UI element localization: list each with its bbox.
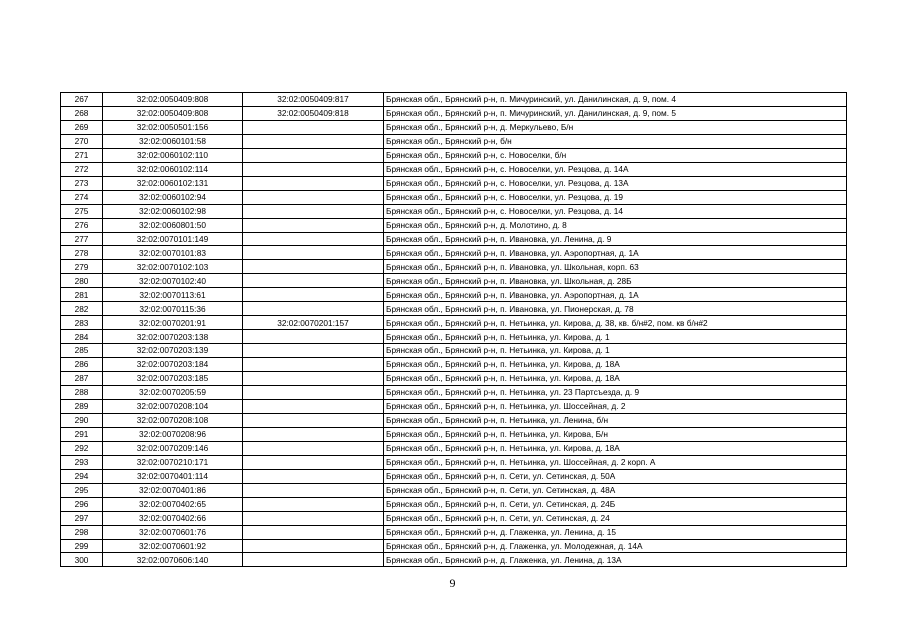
room-cadastral-number-cell [243,148,384,162]
table-row [61,274,847,288]
row-number-cell: 281 [61,288,103,302]
cadastral-number-cell: 32:02:0070203:184 [103,358,243,372]
table-row [61,427,847,441]
address-cell: Брянская обл., Брянский р-н, п. Нетьинка, ул. 23 Партсъезда, д. 9 [384,386,847,400]
table-row [61,120,847,134]
table-row [61,413,847,427]
row-number-cell: 288 [61,386,103,400]
address-cell: Брянская обл., Брянский р-н, п. Мичуринский, ул. Данилинская, д. 9, пом. 5 [384,106,847,120]
table-row [61,260,847,274]
address-cell: Брянская обл., Брянский р-н, п. Сети, ул. Сетинская, д. 24 [384,511,847,525]
address-cell: Брянская обл., Брянский р-н, с. Новоселки, ул. Резцова, д. 13А [384,176,847,190]
row-number-cell: 295 [61,483,103,497]
room-cadastral-number-cell [243,162,384,176]
cadastral-number-cell: 32:02:0070205:59 [103,386,243,400]
room-cadastral-number-cell [243,386,384,400]
cadastral-number-cell: 32:02:0060102:94 [103,190,243,204]
cadastral-number-cell: 32:02:0060102:110 [103,148,243,162]
room-cadastral-number-cell [243,441,384,455]
cadastral-number-cell: 32:02:0070102:40 [103,274,243,288]
address-cell: Брянская обл., Брянский р-н, п. Ивановка, ул. Пионерская, д. 78 [384,302,847,316]
room-cadastral-number-cell [243,288,384,302]
table-row [61,511,847,525]
cadastral-number-cell: 32:02:0070203:138 [103,330,243,344]
room-cadastral-number-cell [243,120,384,134]
row-number-cell: 283 [61,316,103,330]
address-cell: Брянская обл., Брянский р-н, п. Нетьинка, ул. Кирова, д. 1 [384,344,847,358]
cadastral-number-cell: 32:02:0070601:92 [103,539,243,553]
cadastral-number-cell: 32:02:0070115:36 [103,302,243,316]
table-row [61,372,847,386]
room-cadastral-number-cell [243,511,384,525]
address-cell: Брянская обл., Брянский р-н, с. Новоселки, ул. Резцова, д. 19 [384,190,847,204]
row-number-cell: 284 [61,330,103,344]
address-cell: Брянская обл., Брянский р-н, п. Нетьинка, ул. Кирова, д. 38, кв. б/н#2, пом. кв б/н#2 [384,316,847,330]
row-number-cell: 290 [61,413,103,427]
row-number-cell: 297 [61,511,103,525]
row-number-cell: 296 [61,497,103,511]
table-row [61,386,847,400]
room-cadastral-number-cell [243,455,384,469]
address-cell: Брянская обл., Брянский р-н, д. Молотино, д. 8 [384,218,847,232]
address-cell: Брянская обл., Брянский р-н, п. Нетьинка, ул. Кирова, Б/н [384,427,847,441]
cadastral-number-cell: 32:02:0050409:808 [103,93,243,107]
address-cell: Брянская обл., Брянский р-н, д. Меркульево, Б/н [384,120,847,134]
table-row [61,539,847,553]
address-cell: Брянская обл., Брянский р-н, п. Нетьинка, ул. Шоссейная, д. 2 корп. А [384,455,847,469]
table-row [61,232,847,246]
table-row [61,246,847,260]
address-cell: Брянская обл., Брянский р-н, д. Глаженка, ул. Ленина, д. 13А [384,553,847,567]
table-row [61,358,847,372]
room-cadastral-number-cell [243,176,384,190]
room-cadastral-number-cell [243,344,384,358]
address-cell: Брянская обл., Брянский р-н, п. Нетьинка, ул. Кирова, д. 1 [384,330,847,344]
room-cadastral-number-cell [243,539,384,553]
address-cell: Брянская обл., Брянский р-н, с. Новоселки, ул. Резцова, д. 14 [384,204,847,218]
table-row [61,190,847,204]
table-row [61,162,847,176]
row-number-cell: 286 [61,358,103,372]
room-cadastral-number-cell [243,413,384,427]
cadastral-number-cell: 32:02:0070402:66 [103,511,243,525]
address-cell: Брянская обл., Брянский р-н, д. Глаженка, ул. Молодежная, д. 14А [384,539,847,553]
address-cell: Брянская обл., Брянский р-н, п. Нетьинка, ул. Шоссейная, д. 2 [384,399,847,413]
row-number-cell: 272 [61,162,103,176]
row-number-cell: 300 [61,553,103,567]
address-cell: Брянская обл., Брянский р-н, п. Ивановка, ул. Аэропортная, д. 1А [384,246,847,260]
cadastral-number-cell: 32:02:0070401:114 [103,469,243,483]
table-row [61,469,847,483]
cadastral-number-cell: 32:02:0070101:149 [103,232,243,246]
cadastral-number-cell: 32:02:0070401:86 [103,483,243,497]
address-cell: Брянская обл., Брянский р-н, п. Нетьинка, ул. Кирова, д. 18А [384,358,847,372]
cadastral-number-cell: 32:02:0070203:185 [103,372,243,386]
row-number-cell: 276 [61,218,103,232]
registry-table [60,92,847,567]
cadastral-number-cell: 32:02:0070210:171 [103,455,243,469]
address-cell: Брянская обл., Брянский р-н, п. Ивановка, ул. Школьная, корп. 63 [384,260,847,274]
room-cadastral-number-cell: 32:02:0050409:818 [243,106,384,120]
row-number-cell: 269 [61,120,103,134]
room-cadastral-number-cell [243,218,384,232]
cadastral-number-cell: 32:02:0070102:103 [103,260,243,274]
row-number-cell: 278 [61,246,103,260]
table-row [61,553,847,567]
table-row [61,288,847,302]
table-row [61,134,847,148]
row-number-cell: 285 [61,344,103,358]
table-row [61,483,847,497]
table-row [61,441,847,455]
room-cadastral-number-cell: 32:02:0070201:157 [243,316,384,330]
row-number-cell: 298 [61,525,103,539]
room-cadastral-number-cell [243,204,384,218]
room-cadastral-number-cell [243,525,384,539]
cadastral-number-cell: 32:02:0070209:146 [103,441,243,455]
table-row [61,204,847,218]
row-number-cell: 268 [61,106,103,120]
address-cell: Брянская обл., Брянский р-н, п. Ивановка, ул. Школьная, д. 28Б [384,274,847,288]
cadastral-number-cell: 32:02:0070203:139 [103,344,243,358]
page-number: 9 [449,576,456,590]
table-row [61,106,847,120]
room-cadastral-number-cell [243,302,384,316]
row-number-cell: 277 [61,232,103,246]
table-row [61,399,847,413]
cadastral-number-cell: 32:02:0060102:131 [103,176,243,190]
row-number-cell: 271 [61,148,103,162]
row-number-cell: 267 [61,93,103,107]
table-row [61,218,847,232]
row-number-cell: 294 [61,469,103,483]
cadastral-number-cell: 32:02:0060801:50 [103,218,243,232]
cadastral-number-cell: 32:02:0050501:156 [103,120,243,134]
table-row [61,316,847,330]
table-row [61,525,847,539]
address-cell: Брянская обл., Брянский р-н, п. Ивановка, ул. Аэропортная, д. 1А [384,288,847,302]
room-cadastral-number-cell [243,330,384,344]
row-number-cell: 292 [61,441,103,455]
room-cadastral-number-cell [243,372,384,386]
cadastral-number-cell: 32:02:0070208:96 [103,427,243,441]
cadastral-number-cell: 32:02:0060101:58 [103,134,243,148]
room-cadastral-number-cell [243,134,384,148]
table-row [61,344,847,358]
address-cell: Брянская обл., Брянский р-н, п. Нетьинка, ул. Кирова, д. 18А [384,372,847,386]
address-cell: Брянская обл., Брянский р-н, п. Нетьинка, ул. Ленина, б/н [384,413,847,427]
cadastral-number-cell: 32:02:0070601:76 [103,525,243,539]
registry-table-body [61,93,847,567]
room-cadastral-number-cell [243,399,384,413]
address-cell: Брянская обл., Брянский р-н, п. Ивановка, ул. Ленина, д. 9 [384,232,847,246]
address-cell: Брянская обл., Брянский р-н, п. Нетьинка, ул. Кирова, д. 18А [384,441,847,455]
room-cadastral-number-cell [243,497,384,511]
table-row [61,176,847,190]
room-cadastral-number-cell [243,553,384,567]
room-cadastral-number-cell: 32:02:0050409:817 [243,93,384,107]
address-cell: Брянская обл., Брянский р-н, б/н [384,134,847,148]
address-cell: Брянская обл., Брянский р-н, с. Новоселки, б/н [384,148,847,162]
table-row [61,302,847,316]
row-number-cell: 274 [61,190,103,204]
room-cadastral-number-cell [243,246,384,260]
room-cadastral-number-cell [243,232,384,246]
room-cadastral-number-cell [243,469,384,483]
cadastral-number-cell: 32:02:0060102:114 [103,162,243,176]
address-cell: Брянская обл., Брянский р-н, с. Новоселки, ул. Резцова, д. 14А [384,162,847,176]
row-number-cell: 287 [61,372,103,386]
row-number-cell: 280 [61,274,103,288]
cadastral-number-cell: 32:02:0070201:91 [103,316,243,330]
address-cell: Брянская обл., Брянский р-н, п. Сети, ул. Сетинская, д. 50А [384,469,847,483]
table-row [61,148,847,162]
cadastral-number-cell: 32:02:0060102:98 [103,204,243,218]
room-cadastral-number-cell [243,358,384,372]
room-cadastral-number-cell [243,274,384,288]
row-number-cell: 299 [61,539,103,553]
address-cell: Брянская обл., Брянский р-н, п. Мичуринский, ул. Данилинская, д. 9, пом. 4 [384,93,847,107]
table-row [61,330,847,344]
address-cell: Брянская обл., Брянский р-н, п. Сети, ул. Сетинская, д. 48А [384,483,847,497]
cadastral-number-cell: 32:02:0070113:61 [103,288,243,302]
row-number-cell: 289 [61,399,103,413]
row-number-cell: 275 [61,204,103,218]
room-cadastral-number-cell [243,483,384,497]
cadastral-number-cell: 32:02:0070402:65 [103,497,243,511]
row-number-cell: 279 [61,260,103,274]
row-number-cell: 293 [61,455,103,469]
room-cadastral-number-cell [243,260,384,274]
cadastral-number-cell: 32:02:0070208:108 [103,413,243,427]
row-number-cell: 273 [61,176,103,190]
cadastral-number-cell: 32:02:0070101:83 [103,246,243,260]
cadastral-number-cell: 32:02:0050409:808 [103,106,243,120]
cadastral-number-cell: 32:02:0070208:104 [103,399,243,413]
cadastral-number-cell: 32:02:0070606:140 [103,553,243,567]
room-cadastral-number-cell [243,427,384,441]
row-number-cell: 282 [61,302,103,316]
table-row [61,93,847,107]
table-row [61,455,847,469]
table-row [61,497,847,511]
room-cadastral-number-cell [243,190,384,204]
row-number-cell: 291 [61,427,103,441]
row-number-cell: 270 [61,134,103,148]
address-cell: Брянская обл., Брянский р-н, д. Глаженка, ул. Ленина, д. 15 [384,525,847,539]
address-cell: Брянская обл., Брянский р-н, п. Сети, ул. Сетинская, д. 24Б [384,497,847,511]
